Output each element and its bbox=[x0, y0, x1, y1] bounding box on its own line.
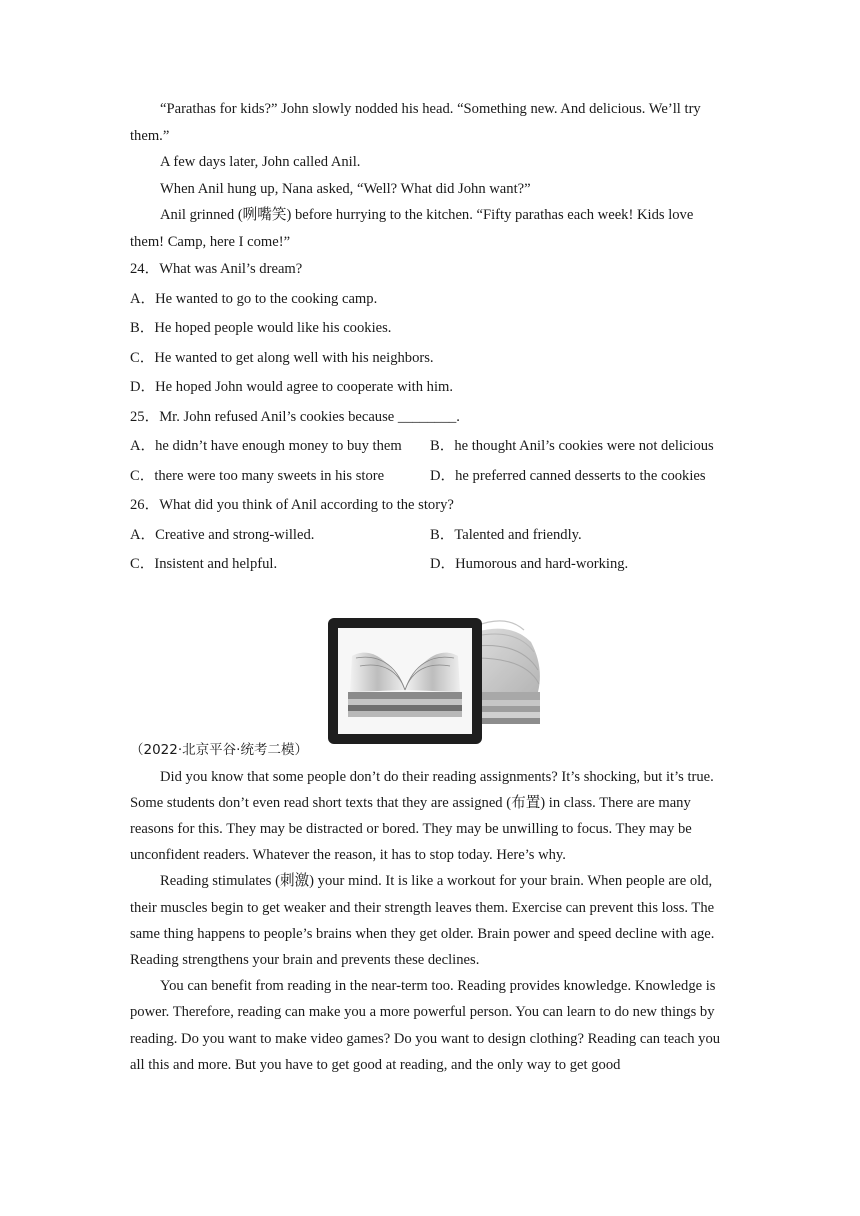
passage-paragraph: “Parathas for kids?” John slowly nodded his head. “Something new. And delicious. We’ll try them.” bbox=[130, 101, 701, 144]
option-row bbox=[130, 462, 730, 492]
answer-option-a: A．he didn’t have enough money to buy them bbox=[130, 438, 402, 454]
option-row bbox=[130, 550, 730, 580]
passage-paragraph: Did you know that some people don’t do their reading assignments? It’s shocking, but it’s true. Some students don’t even read short texts that they are assigned (布置) in class. There are many reasons for this. They may be distracted or bored. They may be unwilling to focus. They may be unconfident readers. Whatever the reason, it has to stop today. Here’s why. bbox=[130, 768, 714, 864]
question-stem: 26．What did you think of Anil according to the story? bbox=[130, 497, 454, 513]
question-25 bbox=[130, 403, 730, 492]
answer-option-b: B．He hoped people would like his cookies. bbox=[130, 320, 392, 336]
question-source-label: （2022·北京平谷·统考二模） bbox=[130, 741, 308, 758]
figure-area bbox=[130, 584, 730, 764]
answer-option-c: C．He wanted to get along well with his neighbors. bbox=[130, 349, 434, 366]
document-page bbox=[130, 96, 730, 1078]
fanned-book-pages bbox=[474, 620, 540, 723]
answer-option-a: A．Creative and strong-willed. bbox=[130, 526, 315, 543]
option-row bbox=[130, 521, 730, 551]
passage-paragraph: You can benefit from reading in the near-term too. Reading provides knowledge. Knowledge is power. Therefore, reading can make you a more powerful person. You can learn to do new things by reading. Do you want to make video games? Do you want to design clothing? Reading can teach you all this and more. But you have to get good at reading, and the only way to get good bbox=[130, 978, 721, 1073]
question-26 bbox=[130, 491, 730, 580]
answer-option-d: D．Humorous and hard-working. bbox=[430, 556, 629, 572]
option-row bbox=[130, 432, 730, 462]
answer-option-c: C．Insistent and helpful. bbox=[130, 556, 278, 572]
answer-option-b: B．he thought Anil’s cookies were not delicious bbox=[430, 438, 714, 454]
answer-option-a: A．He wanted to go to the cooking camp. bbox=[130, 290, 378, 307]
passage-paragraph: Reading stimulates (刺激) your mind. It is like a workout for your brain. When people are old, their muscles begin to get weaker and their strength leaves them. Exercise can prevent this loss. The same thing happens to people’s brains when they get older. Brain power and speed decline with age. Reading strengthens your brain and prevents these declines. bbox=[130, 873, 715, 968]
answer-option-d: D．He hoped John would agree to cooperate with him. bbox=[130, 379, 454, 395]
passage-paragraph: Anil grinned (咧嘴笑) before hurrying to the kitchen. “Fifty parathas each week! Kids love them! Camp, here I come!” bbox=[130, 207, 694, 250]
question-stem: 25．Mr. John refused Anil’s cookies because ________. bbox=[130, 408, 460, 425]
passage-2 bbox=[130, 764, 730, 1078]
passage-paragraph: A few days later, John called Anil. bbox=[160, 154, 361, 170]
question-24 bbox=[130, 255, 730, 403]
answer-option-b: B．Talented and friendly. bbox=[430, 526, 582, 543]
tablet-book-image bbox=[326, 612, 546, 752]
question-stem: 24．What was Anil’s dream? bbox=[130, 261, 303, 277]
passage-1 bbox=[130, 96, 730, 255]
answer-option-d: D．he preferred canned desserts to the cookies bbox=[430, 467, 706, 484]
passage-paragraph: When Anil hung up, Nana asked, “Well? What did John want?” bbox=[160, 180, 531, 197]
answer-option-c: C．there were too many sweets in his store bbox=[130, 467, 385, 484]
